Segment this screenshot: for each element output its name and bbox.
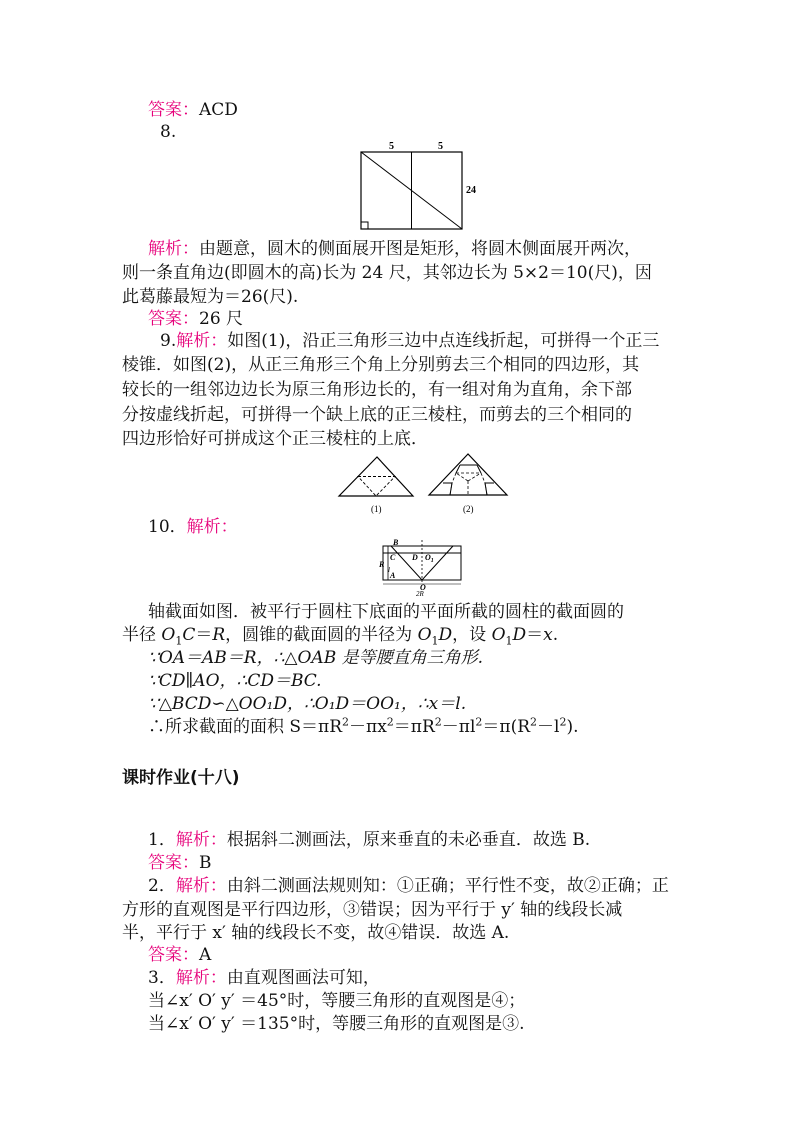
diameter-2R-label: 2R (416, 590, 424, 596)
q10-line2: 半径 $O_1C=R$，圆锥的截面圆的半径为 $O_1D$，设 $O_1D=x$. (122, 625, 559, 648)
s1-answer-line (148, 852, 212, 874)
analysis-text: 如图(1)，沿正三角形三边中点连线折起，可拼得一个正三 (227, 331, 660, 351)
radius-R-label: R (379, 560, 385, 569)
s1-line (148, 829, 590, 851)
answer-value: ACD (199, 100, 238, 120)
analysis-label: 解析： (186, 517, 238, 537)
answer-label: 答案： (148, 100, 199, 120)
s2-line2: 方形的直观图是平行四边形，③错误；因为平行于 y′ 轴的线段长减 (122, 900, 623, 920)
answer-label: 答案： (148, 945, 199, 965)
answer-label: 答案： (148, 853, 199, 873)
label-5-left: 5 (389, 141, 394, 152)
question-number: 8. (160, 122, 177, 142)
figure-caption: (1) (371, 504, 382, 514)
point-B-label: B (393, 538, 399, 547)
point-A-label: A (390, 571, 396, 580)
question-number: 2． (148, 876, 176, 896)
q9-line3: 较长的一组邻边边长为原三角形边长的，有一组对角为直角，余下部 (122, 380, 632, 400)
s3-line1 (148, 967, 380, 989)
analysis-text: 根据斜二测画法，原来垂直的未必垂直．故选 B. (226, 830, 591, 850)
question-number: 9. (160, 331, 177, 351)
cylinder-cone-axial-section-figure (378, 536, 470, 596)
analysis-label: 解析： (175, 830, 227, 850)
question-number: 3． (148, 968, 176, 988)
analysis-label: 解析： (175, 968, 227, 988)
analysis-label: 解析： (176, 331, 228, 351)
s3-line3: 当∠x′ O′ y′ ＝135°时，等腰三角形的直观图是③. (148, 1014, 525, 1034)
q10-line3: ∵OA＝AB＝R，∴△OAB 是等腰直角三角形. (148, 648, 484, 668)
label-5-right: 5 (438, 141, 443, 152)
section-title: 课时作业(十八) (122, 768, 240, 788)
s2-answer-line (148, 944, 211, 966)
q8-analysis-line3: 此葛藤最短为＝26(尺). (122, 287, 299, 307)
q10-line1: 轴截面如图．被平行于圆柱下底面的平面所截的圆柱的截面圆的 (148, 602, 624, 622)
answer-label: 答案： (148, 309, 199, 329)
answer-value: B (199, 853, 212, 873)
question-number: 1． (148, 830, 176, 850)
analysis-text: 由斜二测画法规则知：①正确；平行性不变，故②正确；正 (226, 876, 669, 896)
question-number: 10． (148, 517, 187, 537)
q10-line6: ∴所求截面的面积 $S=\pi R^2-\pi x^2=\pi R^2-\pi l^2=\pi(R^2-l^2)$. (148, 715, 579, 737)
s2-line1 (148, 875, 669, 897)
q9-line1 (160, 330, 659, 352)
point-D-label: D (412, 553, 418, 562)
rectangle-unfold-figure (355, 140, 485, 232)
triangle-cut-figure-2 (425, 451, 513, 517)
answer-value: A (199, 945, 212, 965)
label-24: 24 (466, 185, 476, 196)
q7-answer-line (148, 99, 238, 121)
q9-line4: 分按虚线折起，可拼得一个缺上底的正三棱柱，而剪去的三个相同的 (122, 405, 632, 425)
s3-line2: 当∠x′ O′ y′ ＝45°时，等腰三角形的直观图是④； (148, 991, 526, 1011)
q8-analysis-line2: 则一条直角边(即圆木的高)长为 24 尺，其邻边长为 5×2＝10(尺)，因 (122, 263, 652, 283)
point-O1-label: $O_1$ (425, 553, 434, 564)
triangle-fold-figure-1 (335, 455, 415, 517)
q9-line5: 四边形恰好可拼成这个正三棱柱的上底． (122, 429, 428, 449)
analysis-label: 解析： (148, 239, 199, 259)
q10-line5: ∵△BCD∽△OO₁D，∴O₁D＝OO₁，∴x＝l. (148, 694, 467, 714)
analysis-text: 由题意，圆木的侧面展开图是矩形，将圆木侧面展开两次， (199, 239, 641, 259)
q8-analysis-line1 (148, 238, 641, 260)
point-C-label: C (390, 553, 396, 562)
answer-value: 26 尺 (199, 309, 244, 329)
q10-heading (148, 516, 238, 538)
point-O-label: O (420, 583, 426, 592)
s2-line3: 半，平行于 x′ 轴的线段长不变，故④错误．故选 A. (122, 923, 510, 943)
q8-answer-line (148, 308, 243, 330)
q9-line2: 棱锥．如图(2)，从正三角形三个角上分别剪去三个相同的四边形，其 (122, 355, 640, 375)
length-l-label: l (388, 566, 390, 574)
analysis-text: 由直观图画法可知， (226, 968, 380, 988)
figure-caption: (2) (463, 504, 474, 514)
analysis-label: 解析： (175, 876, 227, 896)
q10-line4: ∵CD∥AO，∴CD＝BC. (148, 671, 322, 691)
